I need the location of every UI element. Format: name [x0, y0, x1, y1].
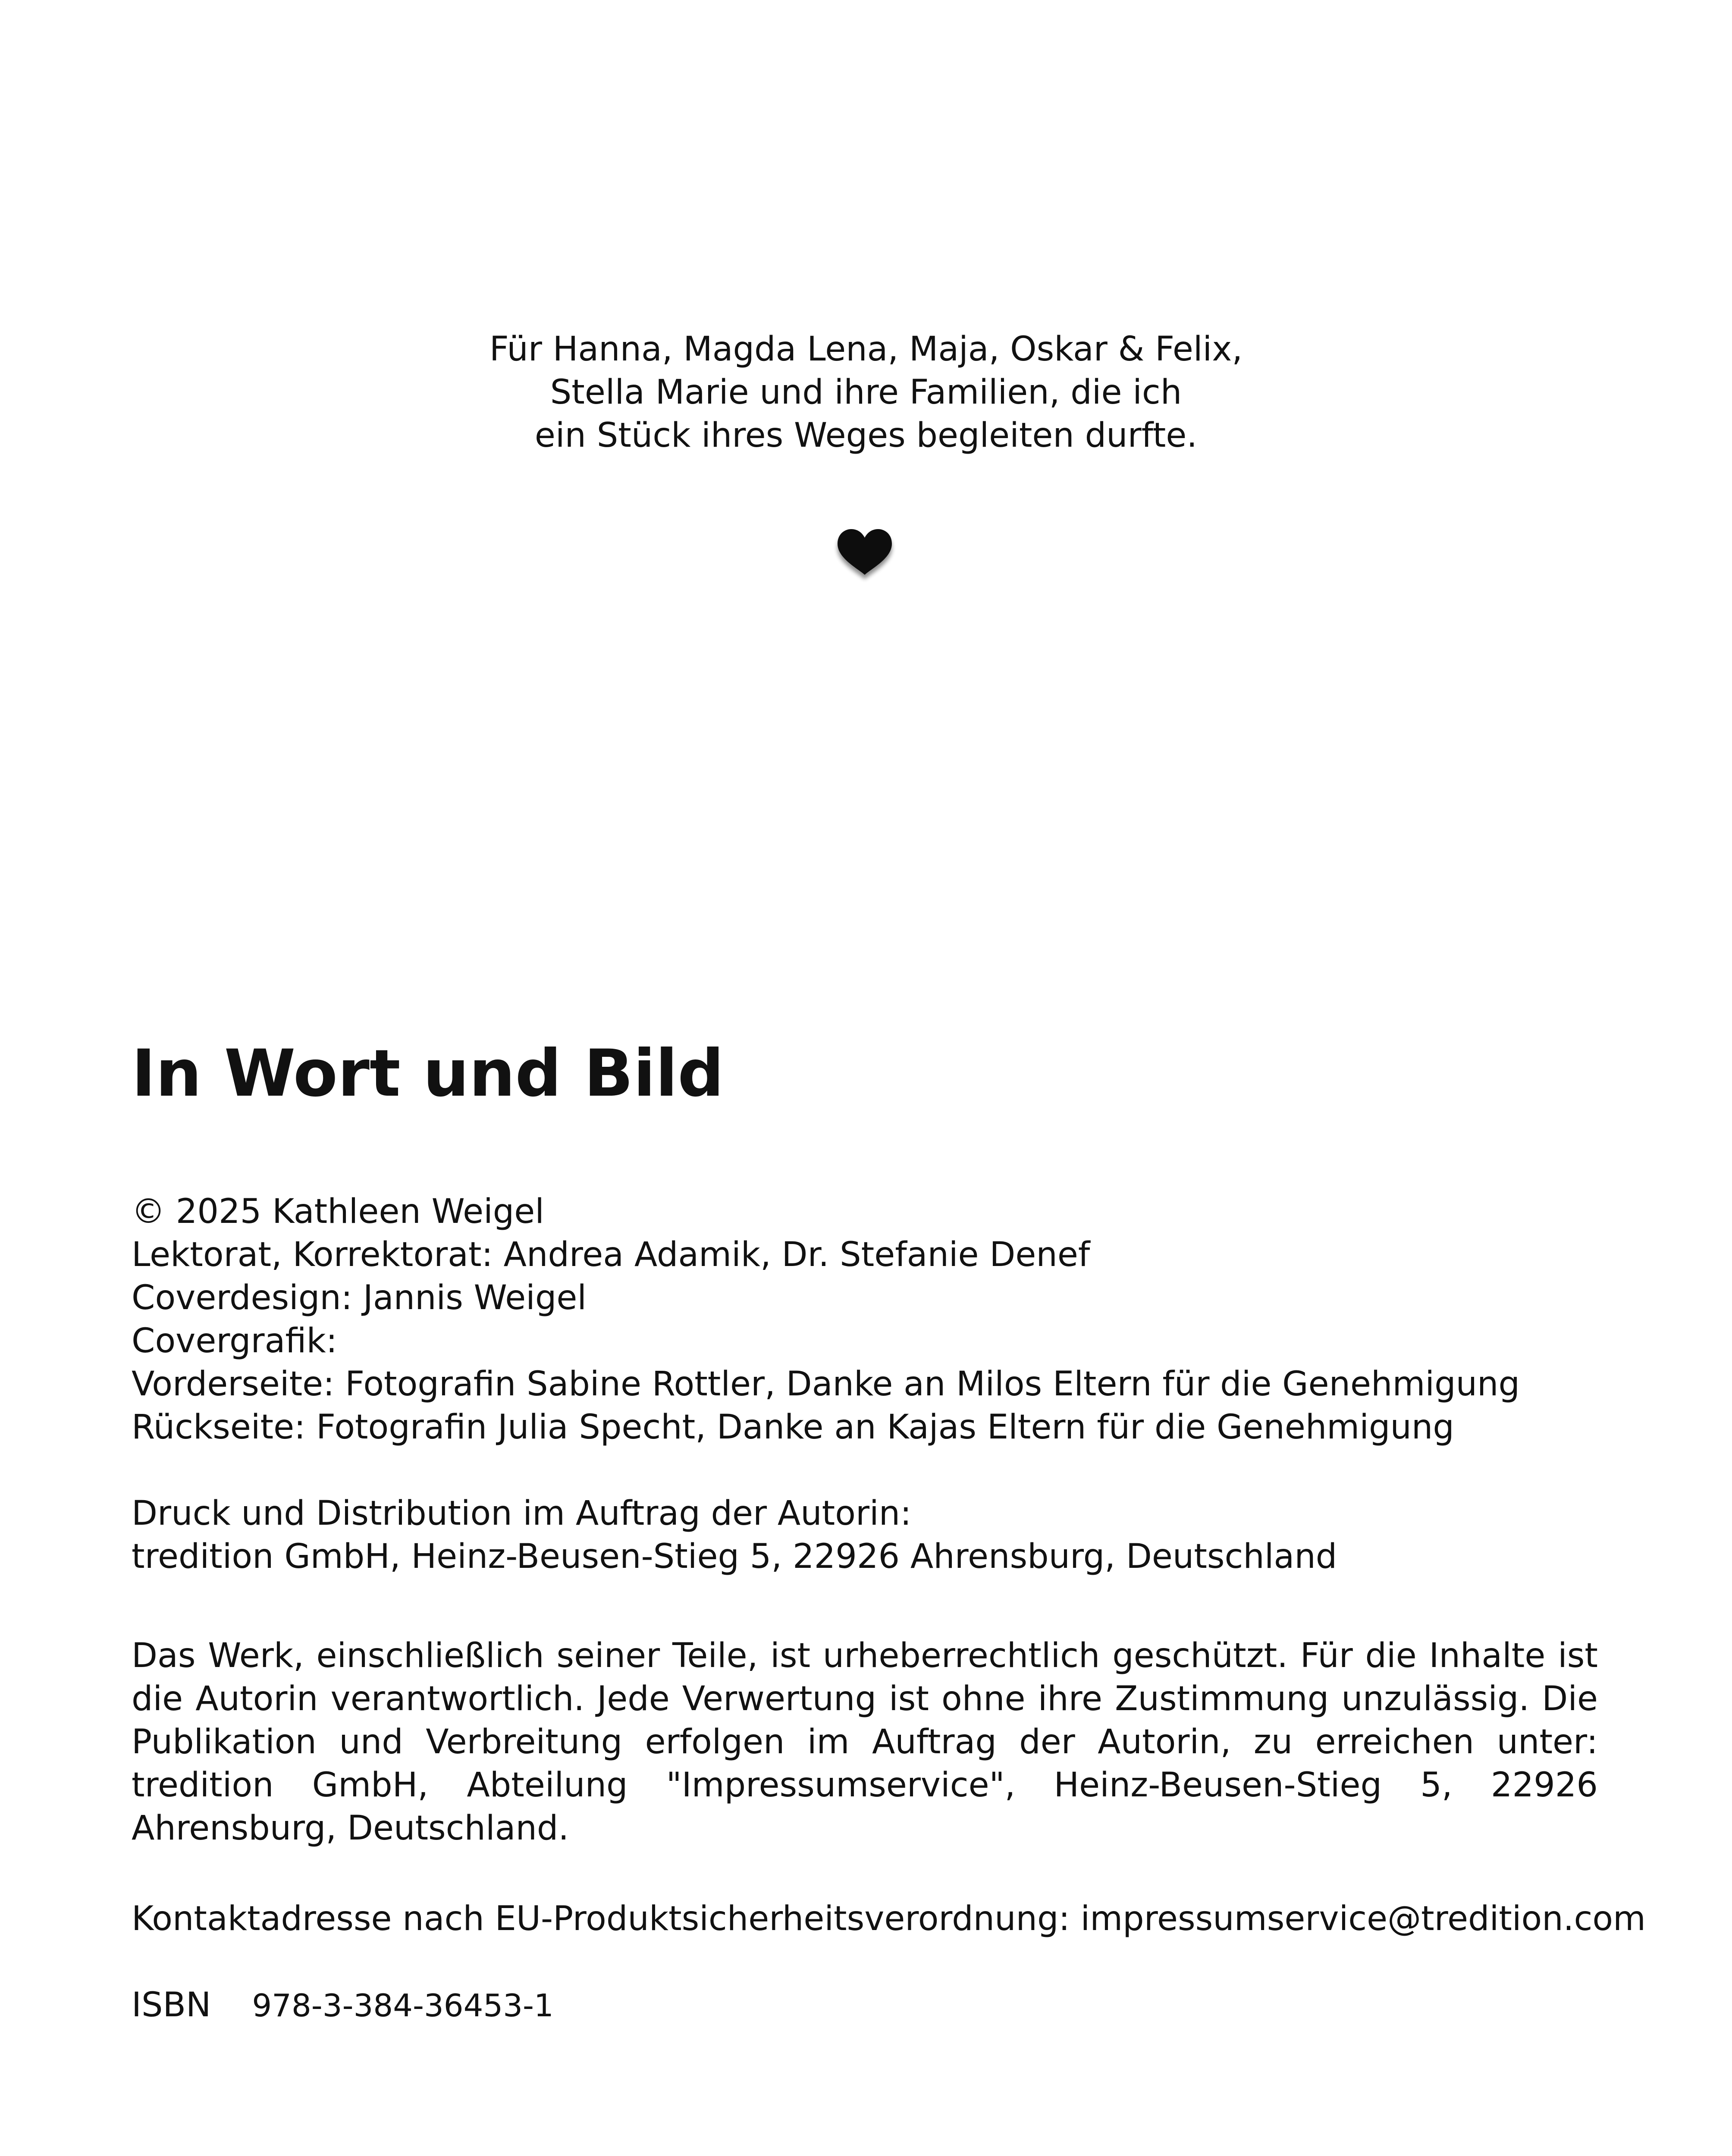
front-cover-line: Vorderseite: Fotografin Sabine Rottler, Danke an Milos Eltern für die Genehmigung [132, 1365, 1520, 1404]
legal-notice: Das Werk, einschließlich seiner Teile, ist urheberrechtlich geschützt. Für die Inhalte ist die Autorin verantwortlich. Jede Verwertung ist ohne ihre Zustimmung unzulässig. Die Publikation und Verbreitung erfolgen im Auftrag der Autorin, zu erreichen unter: tredition GmbH, Abteilung "Impressumservice", Heinz-Beusen-Stieg 5, 22926 Ahrensburg, Deutschland. [132, 1636, 1598, 1848]
dedication-line-2: Stella Marie und ihre Familien, die ich [550, 373, 1182, 412]
copyright-line: © 2025 Kathleen Weigel [132, 1192, 544, 1231]
dedication-line-3: ein Stück ihres Weges begleiten durfte. [534, 416, 1198, 455]
printing-line-1: Druck und Distribution im Auftrag der Autorin: [132, 1494, 912, 1533]
credits-block [132, 1190, 1520, 1449]
isbn-number: 978-3-384-36453-1 [252, 1987, 554, 2024]
contact-line: Kontaktadresse nach EU-Produktsicherheitsverordnung: impressumservice@tredition.com [132, 1899, 1646, 1938]
isbn-line [132, 1984, 554, 2027]
dedication-line-1: Für Hanna, Magda Lena, Maja, Oskar & Felix, [489, 330, 1243, 369]
heart-icon [832, 524, 897, 584]
printing-line-2: tredition GmbH, Heinz-Beusen-Stieg 5, 22926 Ahrensburg, Deutschland [132, 1537, 1337, 1576]
printing-block [132, 1492, 1337, 1578]
editing-line: Lektorat, Korrektorat: Andrea Adamik, Dr. Stefanie Denef [132, 1235, 1090, 1274]
page-title: In Wort und Bild [132, 1036, 724, 1111]
cover-graphic-line: Covergrafik: [132, 1322, 337, 1360]
dedication [0, 328, 1732, 457]
isbn-label: ISBN [132, 1986, 211, 2024]
back-cover-line: Rückseite: Fotografin Julia Specht, Danke an Kajas Eltern für die Genehmigung [132, 1408, 1454, 1447]
cover-design-line: Coverdesign: Jannis Weigel [132, 1279, 587, 1317]
